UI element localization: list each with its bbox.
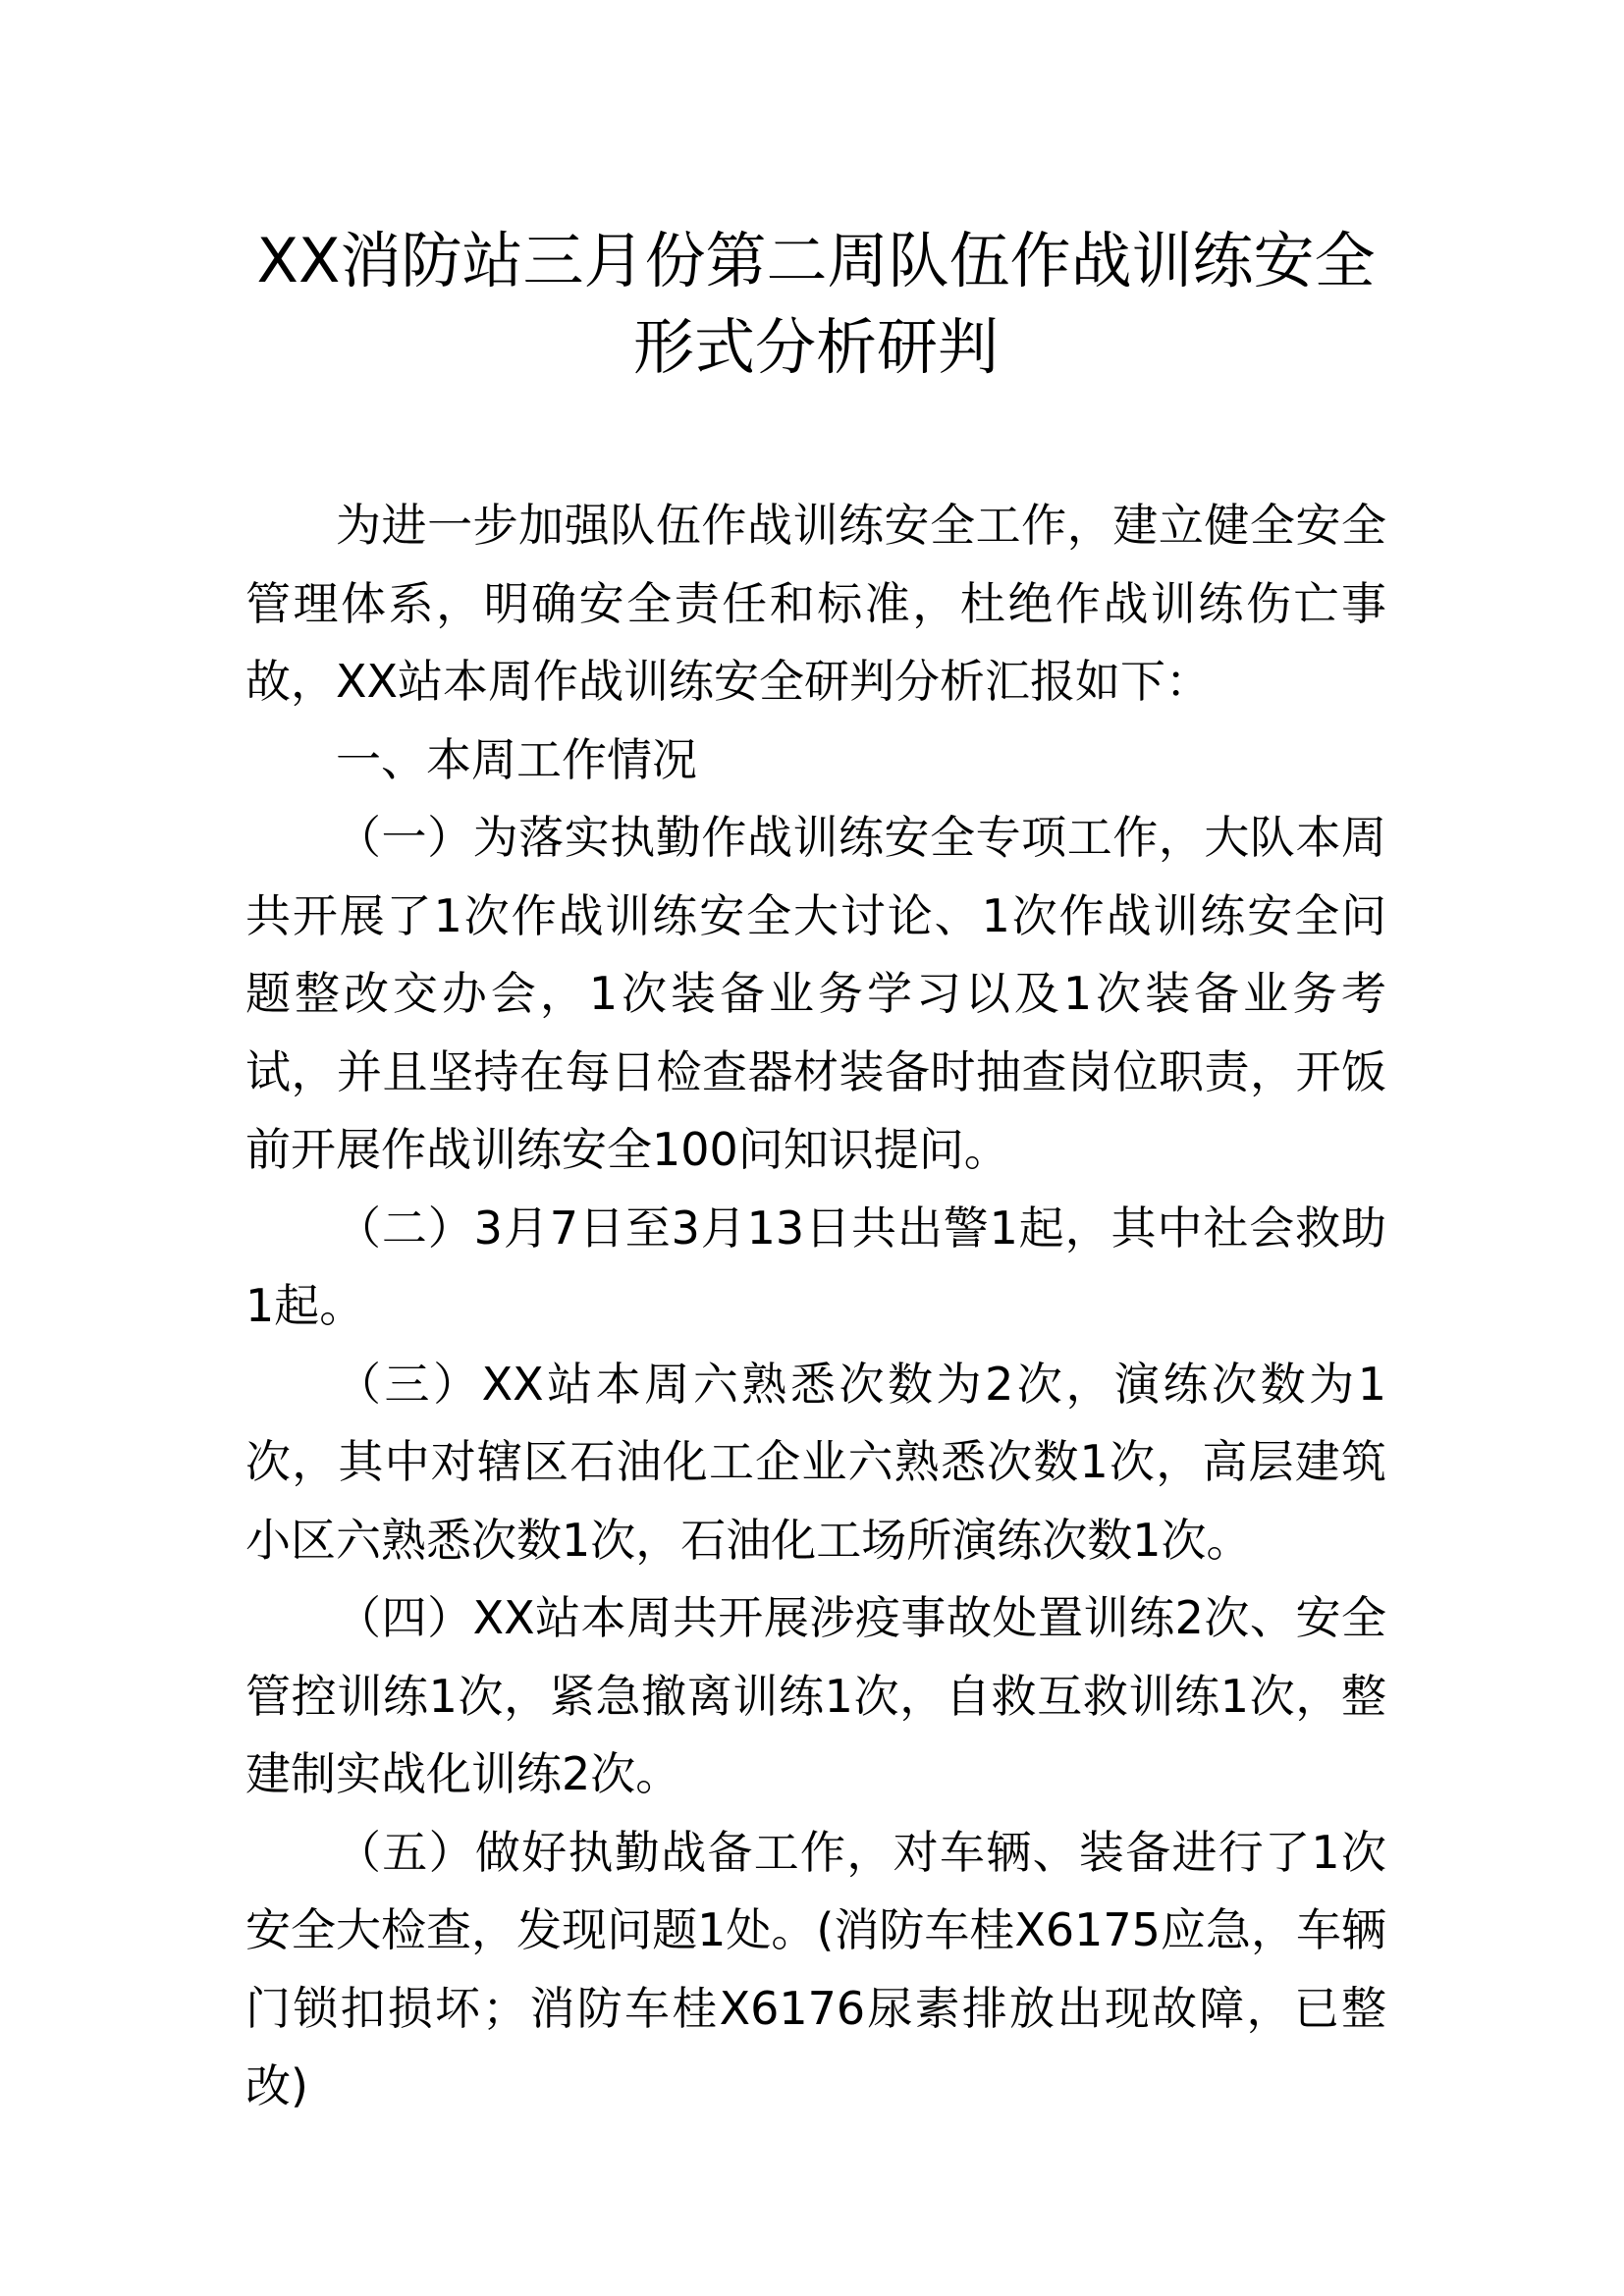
item-paragraph-5: （五）做好执勤战备工作，对车辆、装备进行了1次安全大检查，发现问题1处。(消防车桂X6175应急，车辆门锁扣损坏；消防车桂X6176尿素排放出现故障，已整改) <box>245 1825 1386 2112</box>
intro-paragraph: 为进一步加强队伍作战训练安全工作，建立健全安全管理体系，明确安全责任和标准，杜绝作战训练伤亡事故，XX站本周作战训练安全研判分析汇报如下： <box>245 499 1386 708</box>
document-body <box>245 487 1386 2126</box>
title-line-1: XX消防站三月份第二周队伍作战训练安全 <box>256 225 1376 296</box>
section-heading: 一、本周工作情况 <box>336 732 697 786</box>
item-paragraph-1: （一）为落实执勤作战训练安全专项工作，大队本周共开展了1次作战训练安全大讨论、1次作战训练安全问题整改交办会，1次装备业务学习以及1次装备业务考试，并且坚持在每日检查器材装备时抽查岗位职责，开饭前开展作战训练安全100问知识提问。 <box>245 811 1386 1176</box>
item-paragraph-2: （二）3月7日至3月13日共出警1起，其中社会救助1起。 <box>245 1201 1386 1332</box>
item-paragraph-4: （四）XX站本周共开展涉疫事故处置训练2次、安全管控训练1次，紧急撤离训练1次，自救互救训练1次，整建制实战化训练2次。 <box>245 1591 1386 1800</box>
item-paragraph-3: （三）XX站本周六熟悉次数为2次，演练次数为1次，其中对辖区石油化工企业六熟悉次数1次，高层建筑小区六熟悉次数1次，石油化工场所演练次数1次。 <box>245 1357 1386 1567</box>
title-line-2: 形式分析研判 <box>632 311 999 383</box>
document-title <box>245 218 1386 391</box>
